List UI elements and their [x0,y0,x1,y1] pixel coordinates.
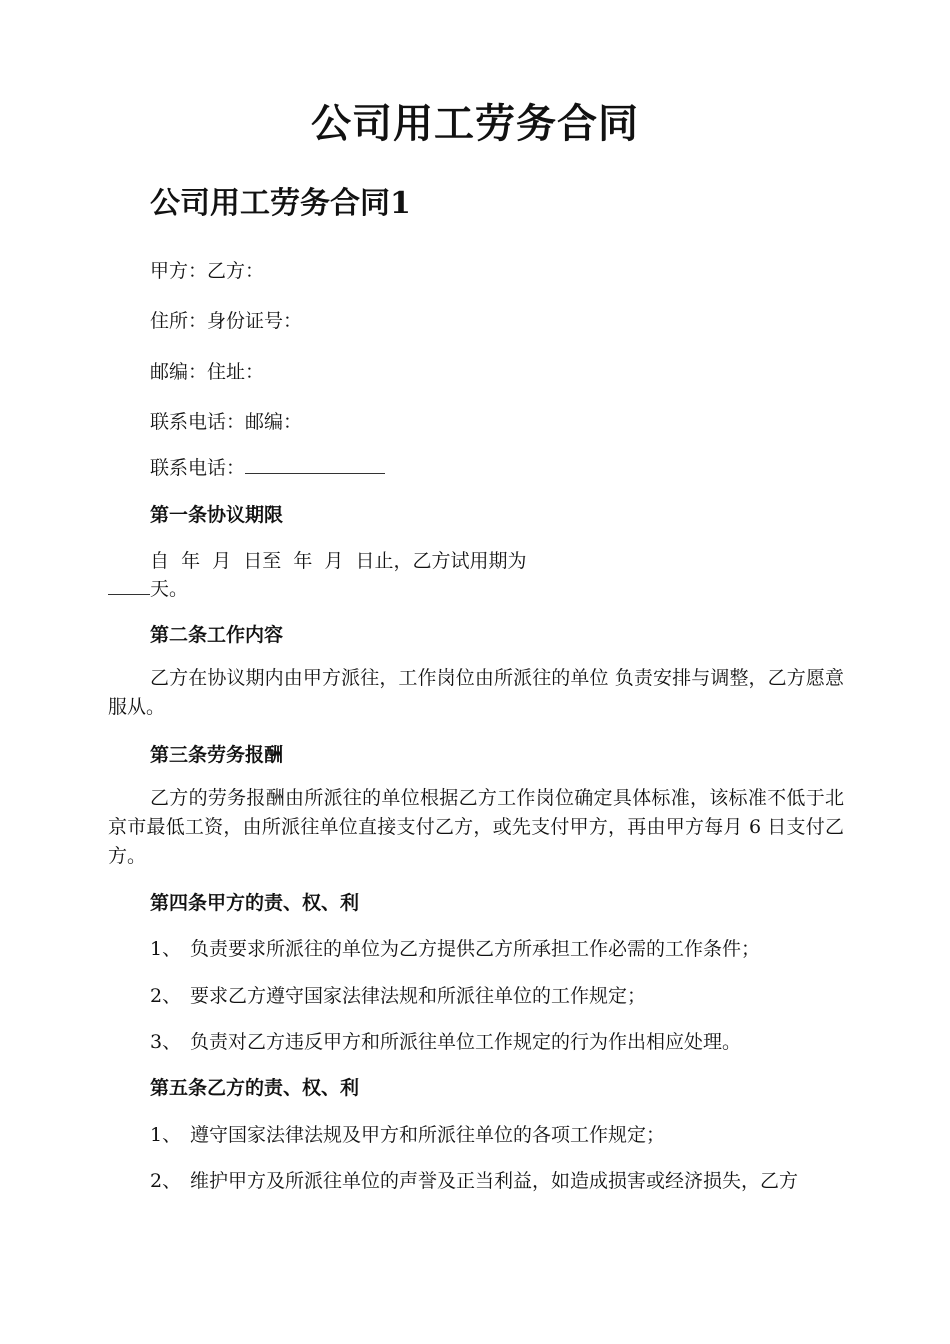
phone-label: 联系电话： [150,457,246,479]
trial-days-suffix: 天。 [150,578,189,600]
item-text: 要求乙方遵守国家法律法规和所派往单位的工作规定； [190,985,647,1007]
article-5-title: 第五条乙方的责、权、利 [150,1077,360,1099]
item-number: 2、 [150,985,182,1007]
party-line-1: 甲方：乙方： [150,260,265,282]
article-4-item-2 [150,981,844,1008]
article-4-item-1 [150,934,844,961]
section-title: 公司用工劳务合同1 [150,186,411,221]
article-2-title: 第二条工作内容 [150,624,284,646]
party-line-2: 住所：身份证号： [150,310,303,332]
document-title: 公司用工劳务合同 [311,100,639,147]
trial-days-blank [108,576,150,595]
item-number: 1、 [150,938,182,960]
article-5-item-2 [150,1166,844,1193]
item-text: 负责要求所派往的单位为乙方提供乙方所承担工作必需的工作条件； [190,938,761,960]
article-5-item-1 [150,1120,844,1147]
party-line-3: 邮编：住址： [150,361,265,383]
article-3-title: 第三条劳务报酬 [150,744,284,766]
article-4-item-3 [150,1027,844,1054]
item-number: 1、 [150,1124,182,1146]
article-1-line-1: 自 年 月 日至 年 月 日止，乙方试用期为 [150,550,527,572]
party-line-5 [150,453,385,480]
article-3-text: 乙方的劳务报酬由所派往的单位根据乙方工作岗位确定具体标准，该标准不低于北京市最低工资，由所派往单位直接支付乙方，或先支付甲方，再由甲方每月 6 日支付乙方。 [108,787,844,867]
item-number: 2、 [150,1170,182,1192]
phone-blank [245,455,385,474]
article-1-line-2 [108,574,188,601]
item-number: 3、 [150,1031,182,1053]
article-2-text: 乙方在协议期内由甲方派往，工作岗位由所派往的单位 负责安排与调整，乙方愿意服从。 [108,667,844,718]
item-text: 负责对乙方违反甲方和所派往单位工作规定的行为作出相应处理。 [190,1031,742,1053]
item-text: 遵守国家法律法规及甲方和所派往单位的各项工作规定； [190,1124,666,1146]
article-1-title: 第一条协议期限 [150,504,284,526]
item-text: 维护甲方及所派往单位的声誉及正当利益，如造成损害或经济损失，乙方 [190,1170,799,1192]
article-4-title: 第四条甲方的责、权、利 [150,892,360,914]
party-line-4: 联系电话：邮编： [150,411,303,433]
